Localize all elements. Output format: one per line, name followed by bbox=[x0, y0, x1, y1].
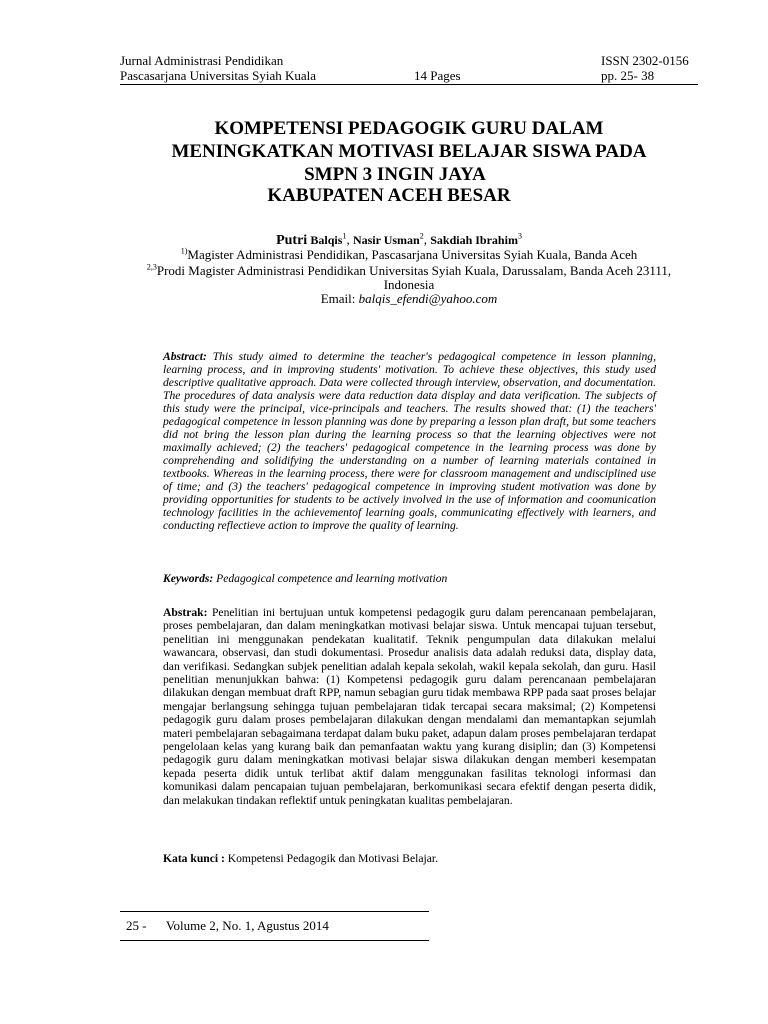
affiliation-1 bbox=[120, 247, 698, 263]
affiliation-country: Indonesia bbox=[383, 277, 435, 292]
page-count: 14 Pages bbox=[414, 68, 461, 83]
affiliation-2-3-text: Prodi Magister Administrasi Pendidikan Universitas Syiah Kuala, Darussalam, Banda Aceh 23111, bbox=[156, 263, 672, 278]
paper-title-line-4: KABUPATEN ACEH BESAR bbox=[267, 185, 511, 206]
abstrak-label: Abstrak: bbox=[163, 606, 208, 619]
email-link[interactable]: balqis_efendi@yahoo.com bbox=[358, 291, 498, 306]
author-1-first: Putri bbox=[276, 233, 308, 248]
keywords-indonesian bbox=[163, 852, 656, 866]
page-number: 25 - bbox=[126, 918, 147, 933]
issn: ISSN 2302-0156 bbox=[601, 53, 689, 68]
abstract-indonesian bbox=[163, 606, 656, 807]
page-range: pp. 25- 38 bbox=[601, 68, 655, 83]
volume-info: Volume 2, No. 1, Agustus 2014 bbox=[165, 918, 329, 933]
kata-kunci-label: Kata kunci : bbox=[163, 852, 225, 865]
institution-name: Pascasarjana Universitas Syiah Kuala bbox=[120, 68, 317, 83]
paper-title-line-2: MENINGKATKAN MOTIVASI BELAJAR SISWA PADA bbox=[171, 141, 647, 162]
author-3: Sakdiah Ibrahim bbox=[430, 233, 518, 247]
paper-title-line-3: SMPN 3 INGIN JAYA bbox=[304, 164, 486, 185]
author-1-mark: 1 bbox=[342, 231, 347, 241]
paper-title-line-1: KOMPETENSI PEDAGOGIK GURU DALAM bbox=[214, 118, 604, 139]
affiliation-1-text: Magister Administrasi Pendidikan, Pascasarjana Universitas Syiah Kuala, Banda Aceh bbox=[187, 247, 638, 262]
kata-kunci-text: Kompetensi Pedagogik dan Motivasi Belajar. bbox=[227, 852, 439, 865]
footer-rule-top bbox=[120, 911, 429, 912]
affiliation-2-3-mark: 2,3 bbox=[146, 262, 157, 272]
keywords-text: Pedagogical competence and learning motivation bbox=[216, 572, 448, 585]
email-line bbox=[120, 291, 698, 307]
author-3-mark: 3 bbox=[517, 231, 522, 241]
header-rule bbox=[120, 84, 698, 85]
author-2-mark: 2 bbox=[419, 231, 424, 241]
email-label: Email: bbox=[320, 291, 356, 306]
keywords-english bbox=[163, 572, 656, 586]
journal-name: Jurnal Administrasi Pendidikan bbox=[120, 53, 284, 68]
abstract-english bbox=[163, 350, 656, 532]
footer-line bbox=[126, 918, 329, 934]
affiliation-1-mark: 1) bbox=[180, 246, 188, 256]
author-1-rest: Balqis bbox=[310, 233, 343, 247]
footer-rule-bottom bbox=[120, 940, 429, 941]
abstract-label: Abstract: bbox=[163, 350, 207, 363]
abstrak-body: Penelitian ini bertujuan untuk kompetensi pedagogik guru dalam perencanaan pembelajaran, proses pembelajaran, dan dalam meningkatkan motivasi belajar siswa. Untuk mencapai tujuan tersebut, penelitian ini menggunakan pendekatan kualitatif. Teknik pengumpulan data dilakukan melalui wawancara, observasi, dan studi dokumentasi. Prosedur analisis data adalah reduksi data, display data, dan verifikasi. Sedangkan subjek penelitian adalah kepala sekolah, wakil kepala sekolah, dan guru. Hasil penelitian menunjukkan bahwa: (1) Kompetensi pedagogik guru dalam perencanaan pembelajaran dilakukan dengan membuat draft RPP, namun sebagian guru tidak membawa RPP pada saat proses belajar mengajar berlangsung sehingga tujuan pembelajaran tidak tercapai secara maksimal; (2) Kompetensi pedagogik guru dalam proses pembelajaran dilakukan dengan mendalami dan memantapkan sejumlah materi pembelajaran sebagaimana terdapat dalam buku paket, adapun dalam proses pembelajaran terdapat pengelolaan kelas yang kurang baik dan pemanfaatan waktu yang kurang disiplin; dan (3) Kompetensi pedagogik guru dalam meningkatkan motivasi belajar siswa dilakukan dengan memberi kesempatan kepada peserta didik untuk terlibat aktif dalam menggunakan fasilitas teknologi informasi dan komunikasi dalam pencapaian tujuan pembelajaran, berkomunikasi secara efektif dengan peserta didik, dan melakukan tindakan reflektif untuk peningkatan kualitas pembelajaran. bbox=[163, 606, 656, 807]
abstract-body: This study aimed to determine the teacher's pedagogical competence in lesson planning, learning process, and in improving students' motivation. To achieve these objectives, this study used descriptive qualitative approach. Data were collected through interview, observation, and documentation. The procedures of data analysis were data reduction data display and data verification. The subjects of this study were the principal, vice-principals and teachers. The results showed that: (1) the teachers' pedagogical competence in lesson planning was done by preparing a lesson plan draft, but some teachers did not bring the lesson plan during the learning process so that the learning objectives were not maximally achieved; (2) the teachers' pedagogical competence in the learning process was done by comprehending and solidifying the understanding on a number of learning materials contained in textbooks. Whereas in the learning process, there were for classroom management and undisciplined use of time; and (3) the teachers' pedagogical competence in improving student motivation was done by providing opportunities for students to be actively involved in the use of information and coomunication technology facilities in the achievementof learning goals, communicating effectively with learners, and conducting reflectieve action to improve the quality of learning. bbox=[163, 350, 656, 532]
author-line: Putri Balqis$^1$, Nasir Usman$^2$, Sakdiah Ibrahim$^3$ bbox=[276, 231, 522, 248]
keywords-label: Keywords: bbox=[163, 572, 214, 585]
author-2: Nasir Usman bbox=[352, 233, 420, 247]
